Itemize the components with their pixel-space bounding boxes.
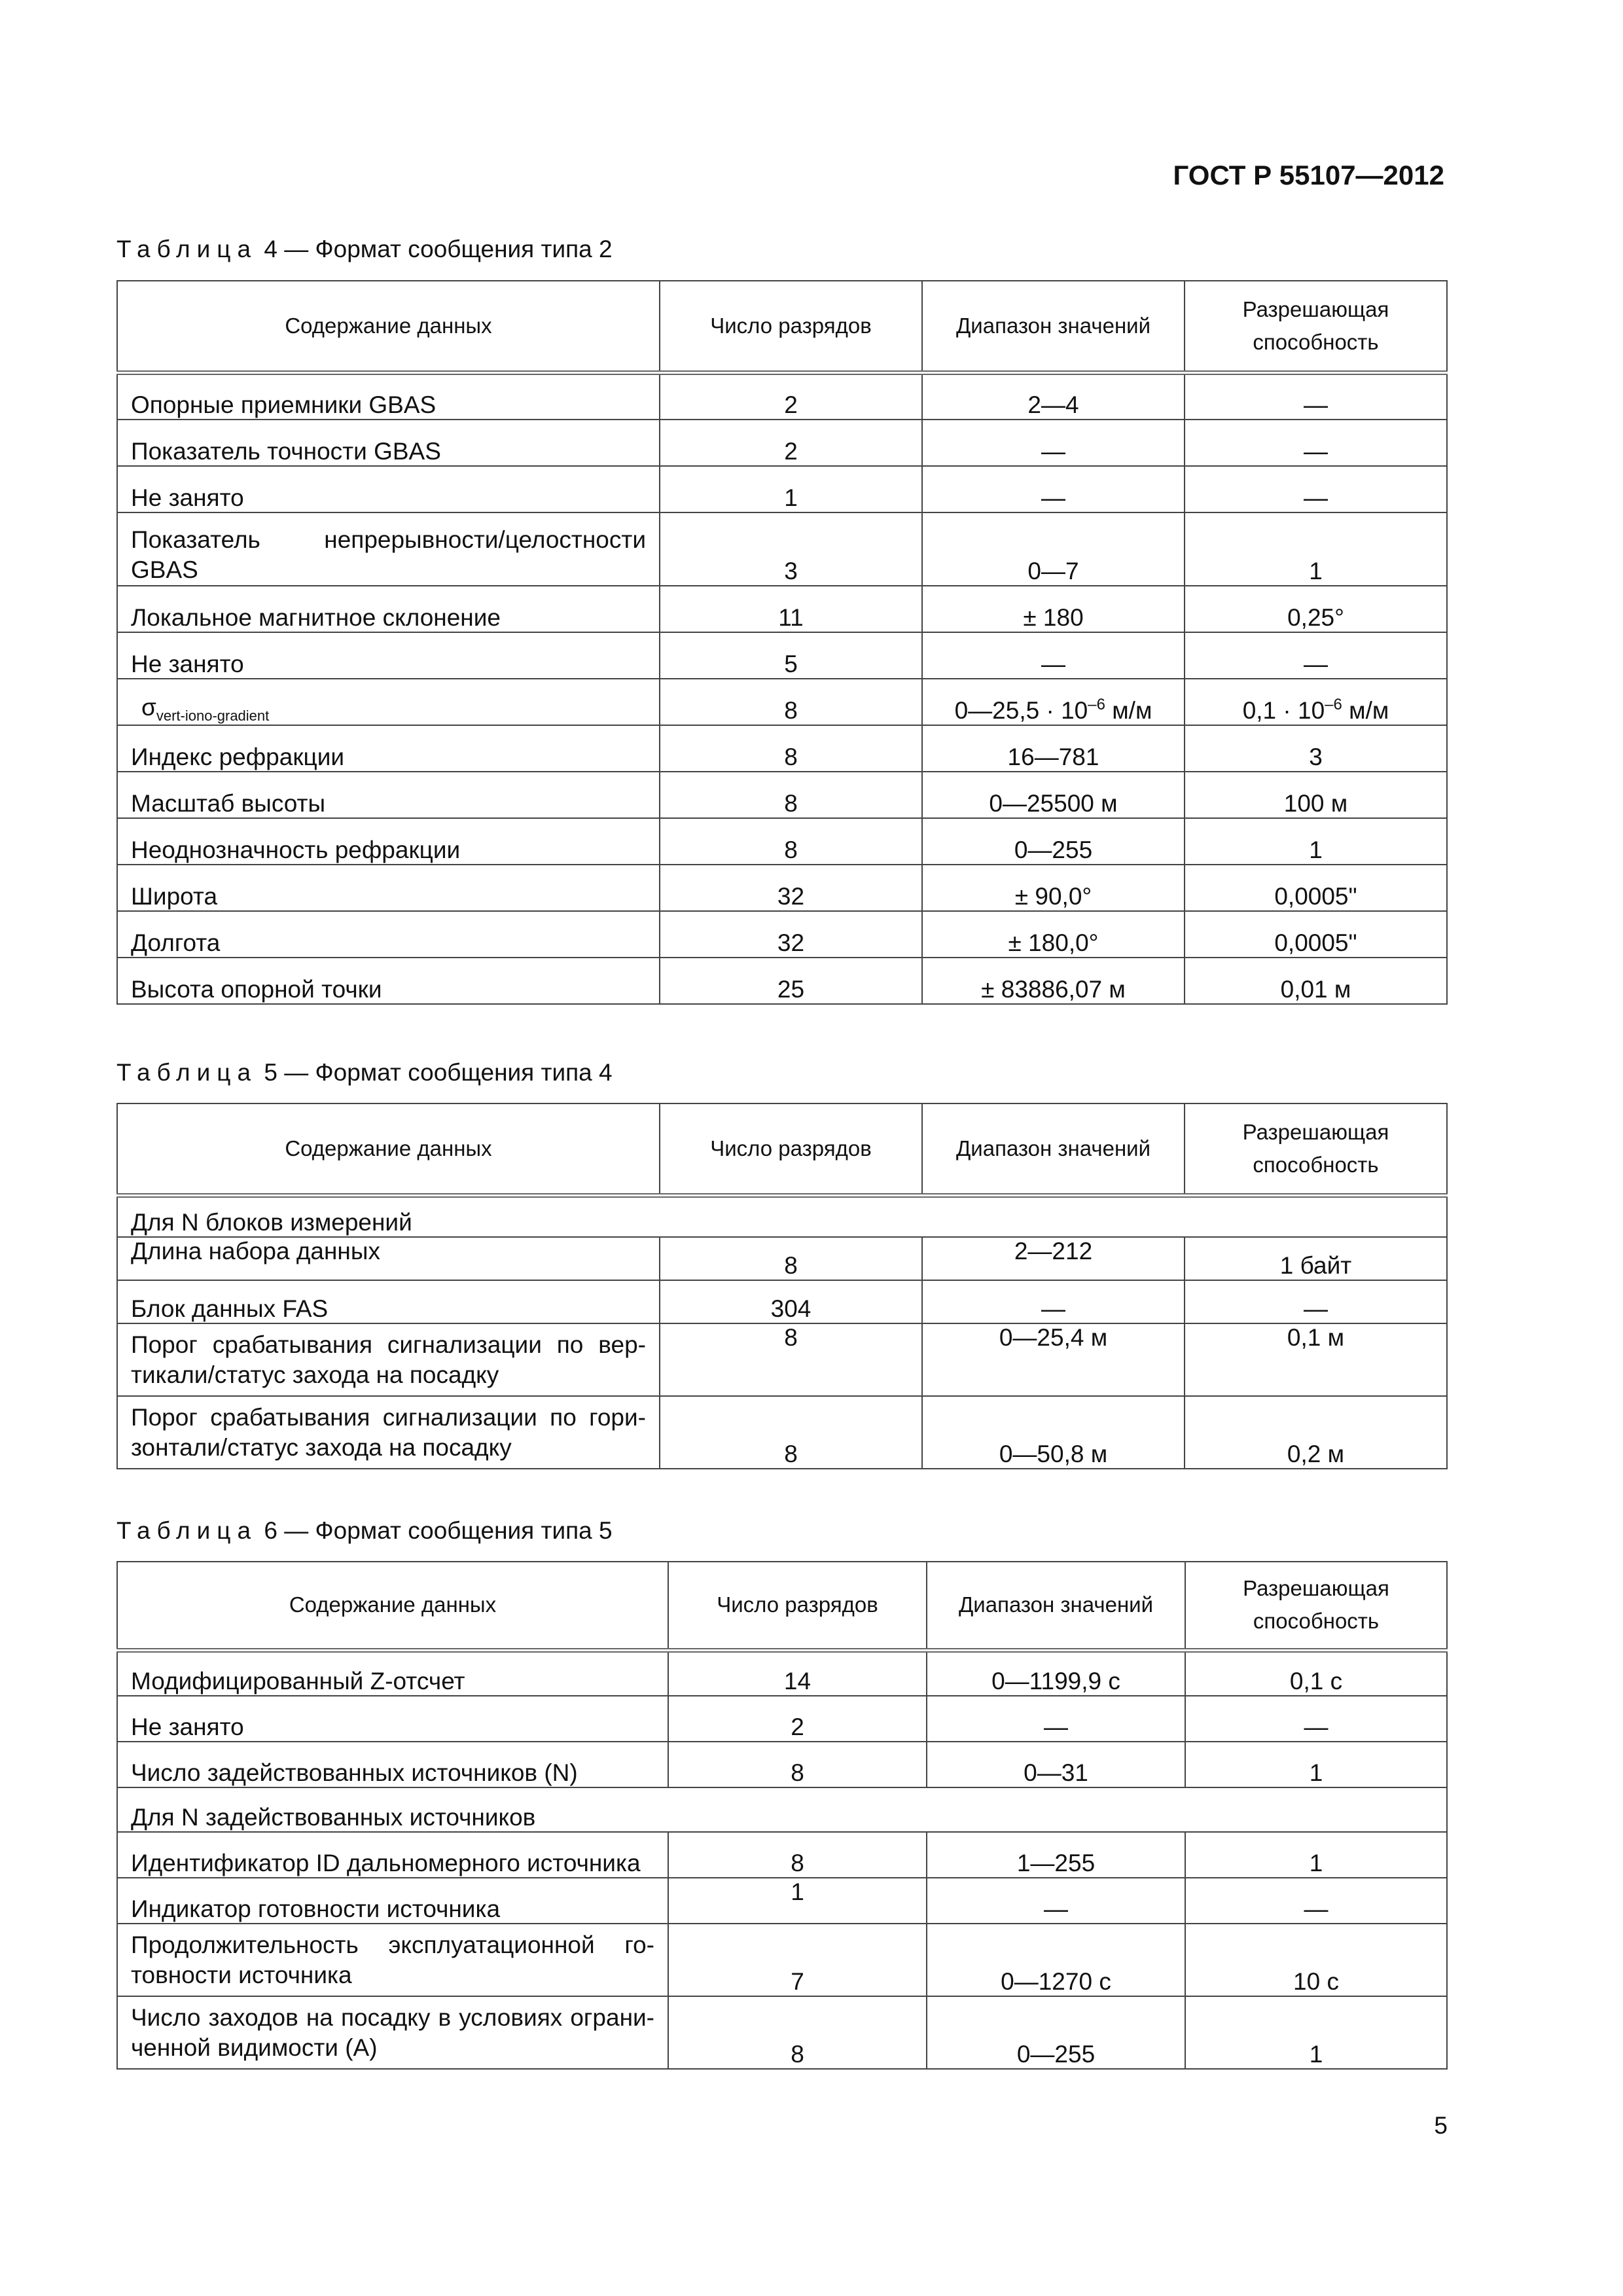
table-row — [117, 725, 1447, 772]
group-label: Для N блоков измерений — [117, 1195, 1447, 1237]
range-exponent: –6 — [1088, 696, 1105, 713]
cell-content-line2: GBAS — [131, 556, 198, 583]
col-header-resolution: Разрешающая способность — [1185, 1562, 1447, 1650]
cell-bits: 8 — [660, 1323, 922, 1396]
cell-range: ± 90,0° — [922, 865, 1185, 911]
cell-resolution: 1 — [1185, 1832, 1447, 1878]
cell-bits: 8 — [660, 679, 922, 725]
cell-bits: 8 — [668, 1742, 927, 1787]
col-header-range: Диапазон значений — [927, 1562, 1185, 1650]
cell-content: Идентификатор ID дальномерного источника — [117, 1832, 668, 1878]
cell-range: — — [922, 1280, 1185, 1323]
cell-content: Индикатор готовности источника — [117, 1878, 668, 1924]
cell-content-line2: тикали/статус захода на посадку — [131, 1361, 499, 1388]
cell-resolution: 1 — [1185, 1742, 1447, 1787]
col-header-bits: Число разрядов — [660, 1103, 922, 1195]
table-row — [117, 1696, 1447, 1742]
table-row — [117, 512, 1447, 586]
cell-content-line1: Число заходов на посадку в условиях ограни- — [131, 2003, 654, 2031]
cell-content: Не занято — [117, 1696, 668, 1742]
table-row — [117, 772, 1447, 818]
col-header-content: Содержание данных — [117, 1562, 668, 1650]
table-row — [117, 420, 1447, 466]
cell-range: 0—255 — [927, 1996, 1185, 2069]
table-row — [117, 1323, 1447, 1396]
cell-bits: 8 — [660, 772, 922, 818]
cell-range: 1—255 — [927, 1832, 1185, 1878]
cell-range: — — [922, 420, 1185, 466]
cell-resolution: 0,25° — [1185, 586, 1447, 632]
table5-header-row — [117, 1103, 1447, 1195]
cell-content: Показатель точности GBAS — [117, 420, 660, 466]
cell-content-line1: Продолжительность эксплуатационной го- — [131, 1931, 654, 1958]
cell-resolution: — — [1185, 372, 1447, 420]
cell-bits: 8 — [668, 1832, 927, 1878]
cell-resolution: 1 — [1185, 512, 1447, 586]
cell-resolution: 0,01 м — [1185, 958, 1447, 1004]
cell-bits: 2 — [660, 372, 922, 420]
cell-resolution: 1 байт — [1185, 1237, 1447, 1280]
table-row — [117, 1996, 1447, 2069]
cell-bits: 2 — [660, 420, 922, 466]
table4-caption-text: 4 — Формат сообщения типа 2 — [264, 236, 613, 262]
cell-content — [117, 1924, 668, 1996]
cell-bits: 1 — [660, 466, 922, 512]
cell-resolution: — — [1185, 632, 1447, 679]
cell-range: 0—1199,9 с — [927, 1650, 1185, 1696]
cell-range: 0—7 — [922, 512, 1185, 586]
table-row — [117, 1237, 1447, 1280]
cell-content — [117, 512, 660, 586]
table6 — [116, 1561, 1448, 2070]
cell-bits: 8 — [660, 818, 922, 865]
cell-range — [922, 679, 1185, 725]
table4 — [116, 280, 1448, 1005]
cell-content: Широта — [117, 865, 660, 911]
table-row — [117, 1650, 1447, 1696]
document-code: ГОСТ Р 55107—2012 — [1173, 160, 1444, 190]
table-row — [117, 818, 1447, 865]
col-header-bits: Число разрядов — [660, 281, 922, 372]
col-header-range: Диапазон значений — [922, 281, 1185, 372]
cell-content: Неоднозначность рефракции — [117, 818, 660, 865]
cell-bits: 32 — [660, 865, 922, 911]
cell-content: Модифицированный Z-отсчет — [117, 1650, 668, 1696]
cell-bits: 8 — [668, 1996, 927, 2069]
col-header-bits: Число разрядов — [668, 1562, 927, 1650]
cell-bits: 14 — [668, 1650, 927, 1696]
table6-caption — [116, 1517, 613, 1545]
cell-content: Число задействованных источников (N) — [117, 1742, 668, 1787]
cell-resolution: 10 с — [1185, 1924, 1447, 1996]
table-row — [117, 1742, 1447, 1787]
cell-content: Индекс рефракции — [117, 725, 660, 772]
sigma-subscript: vert-iono-gradient — [156, 708, 270, 724]
range-value: 0—25,5 · 10 — [954, 697, 1088, 724]
col-header-range: Диапазон значений — [922, 1103, 1185, 1195]
col-header-resolution: Разрешающая способность — [1185, 281, 1447, 372]
cell-range: 0—255 — [922, 818, 1185, 865]
table-row — [117, 865, 1447, 911]
page-number: 5 — [1434, 2112, 1448, 2139]
cell-range: ± 180 — [922, 586, 1185, 632]
cell-range: 0—25500 м — [922, 772, 1185, 818]
cell-bits: 32 — [660, 911, 922, 958]
table-row — [117, 1280, 1447, 1323]
table6-header-row — [117, 1562, 1447, 1650]
cell-range: 2—4 — [922, 372, 1185, 420]
cell-range: 0—50,8 м — [922, 1396, 1185, 1469]
cell-bits: 3 — [660, 512, 922, 586]
cell-resolution: 1 — [1185, 818, 1447, 865]
cell-content: Локальное магнитное склонение — [117, 586, 660, 632]
cell-resolution: 1 — [1185, 1996, 1447, 2069]
cell-content: Опорные приемники GBAS — [117, 372, 660, 420]
table4-header-row — [117, 281, 1447, 372]
col-header-resolution: Разрешающая способность — [1185, 1103, 1447, 1195]
cell-resolution: 0,0005" — [1185, 865, 1447, 911]
cell-range: 0—31 — [927, 1742, 1185, 1787]
cell-content-line2: зонтали/статус захода на посадку — [131, 1433, 512, 1461]
col-header-content: Содержание данных — [117, 281, 660, 372]
cell-resolution: — — [1185, 466, 1447, 512]
sigma-symbol: σ — [141, 694, 156, 721]
cell-bits: 8 — [660, 725, 922, 772]
cell-content: Высота опорной точки — [117, 958, 660, 1004]
table5-caption — [116, 1059, 613, 1086]
cell-range: — — [927, 1696, 1185, 1742]
cell-content — [117, 1996, 668, 2069]
cell-range: 0—1270 с — [927, 1924, 1185, 1996]
cell-content-line1: Показатель непрерывности/целостности — [131, 526, 646, 553]
group-label: Для N задействованных источников — [117, 1787, 1447, 1832]
table-row — [117, 1878, 1447, 1924]
resolution-value: 0,1 · 10 — [1242, 697, 1325, 724]
cell-range: 16—781 — [922, 725, 1185, 772]
cell-content-line1: Порог срабатывания сигнализации по вер- — [131, 1331, 646, 1358]
table-group-row — [117, 1787, 1447, 1832]
cell-resolution: — — [1185, 1280, 1447, 1323]
cell-resolution: 0,1 с — [1185, 1650, 1447, 1696]
cell-bits: 8 — [660, 1237, 922, 1280]
cell-bits: 11 — [660, 586, 922, 632]
cell-content: Масштаб высоты — [117, 772, 660, 818]
table5 — [116, 1103, 1448, 1469]
cell-resolution — [1185, 679, 1447, 725]
cell-content-line1: Порог срабатывания сигнализации по гори- — [131, 1403, 646, 1431]
cell-bits: 8 — [660, 1396, 922, 1469]
cell-content: Не занято — [117, 632, 660, 679]
cell-range: 0—25,4 м — [922, 1323, 1185, 1396]
table-row — [117, 466, 1447, 512]
cell-bits: 304 — [660, 1280, 922, 1323]
cell-content-line2: ченной видимости (А) — [131, 2034, 378, 2061]
table-row — [117, 632, 1447, 679]
resolution-unit: м/м — [1342, 697, 1389, 724]
cell-resolution: 3 — [1185, 725, 1447, 772]
cell-content: Не занято — [117, 466, 660, 512]
cell-range: — — [922, 466, 1185, 512]
col-header-content: Содержание данных — [117, 1103, 660, 1195]
table4-caption-word: Таблица — [116, 236, 258, 262]
cell-range: — — [922, 632, 1185, 679]
cell-range: ± 180,0° — [922, 911, 1185, 958]
table-row — [117, 1396, 1447, 1469]
cell-content: Блок данных FAS — [117, 1280, 660, 1323]
table-row — [117, 586, 1447, 632]
range-unit: м/м — [1105, 697, 1152, 724]
cell-resolution: 0,1 м — [1185, 1323, 1447, 1396]
cell-bits: 5 — [660, 632, 922, 679]
cell-resolution: — — [1185, 1696, 1447, 1742]
cell-resolution: 100 м — [1185, 772, 1447, 818]
cell-bits: 1 — [668, 1878, 927, 1924]
cell-bits: 25 — [660, 958, 922, 1004]
cell-content: Долгота — [117, 911, 660, 958]
table5-caption-word: Таблица — [116, 1059, 258, 1086]
cell-content — [117, 679, 660, 725]
table-row — [117, 679, 1447, 725]
cell-resolution: — — [1185, 420, 1447, 466]
table-row — [117, 958, 1447, 1004]
table4-caption — [116, 236, 613, 263]
cell-content: Длина набора данных — [117, 1237, 660, 1280]
cell-content-line2: товности источника — [131, 1961, 352, 1988]
cell-content — [117, 1396, 660, 1469]
table6-caption-text: 6 — Формат сообщения типа 5 — [264, 1517, 613, 1544]
resolution-exponent: –6 — [1325, 696, 1342, 713]
table-row — [117, 372, 1447, 420]
cell-resolution: — — [1185, 1878, 1447, 1924]
cell-resolution: 0,2 м — [1185, 1396, 1447, 1469]
cell-range: ± 83886,07 м — [922, 958, 1185, 1004]
table-row — [117, 1924, 1447, 1996]
cell-range: — — [927, 1878, 1185, 1924]
table-row — [117, 911, 1447, 958]
table-group-row — [117, 1195, 1447, 1237]
cell-bits: 7 — [668, 1924, 927, 1996]
cell-content — [117, 1323, 660, 1396]
cell-bits: 2 — [668, 1696, 927, 1742]
table6-caption-word: Таблица — [116, 1517, 258, 1544]
table-row — [117, 1832, 1447, 1878]
cell-range: 2—212 — [922, 1237, 1185, 1280]
cell-resolution: 0,0005" — [1185, 911, 1447, 958]
table5-caption-text: 5 — Формат сообщения типа 4 — [264, 1059, 613, 1086]
